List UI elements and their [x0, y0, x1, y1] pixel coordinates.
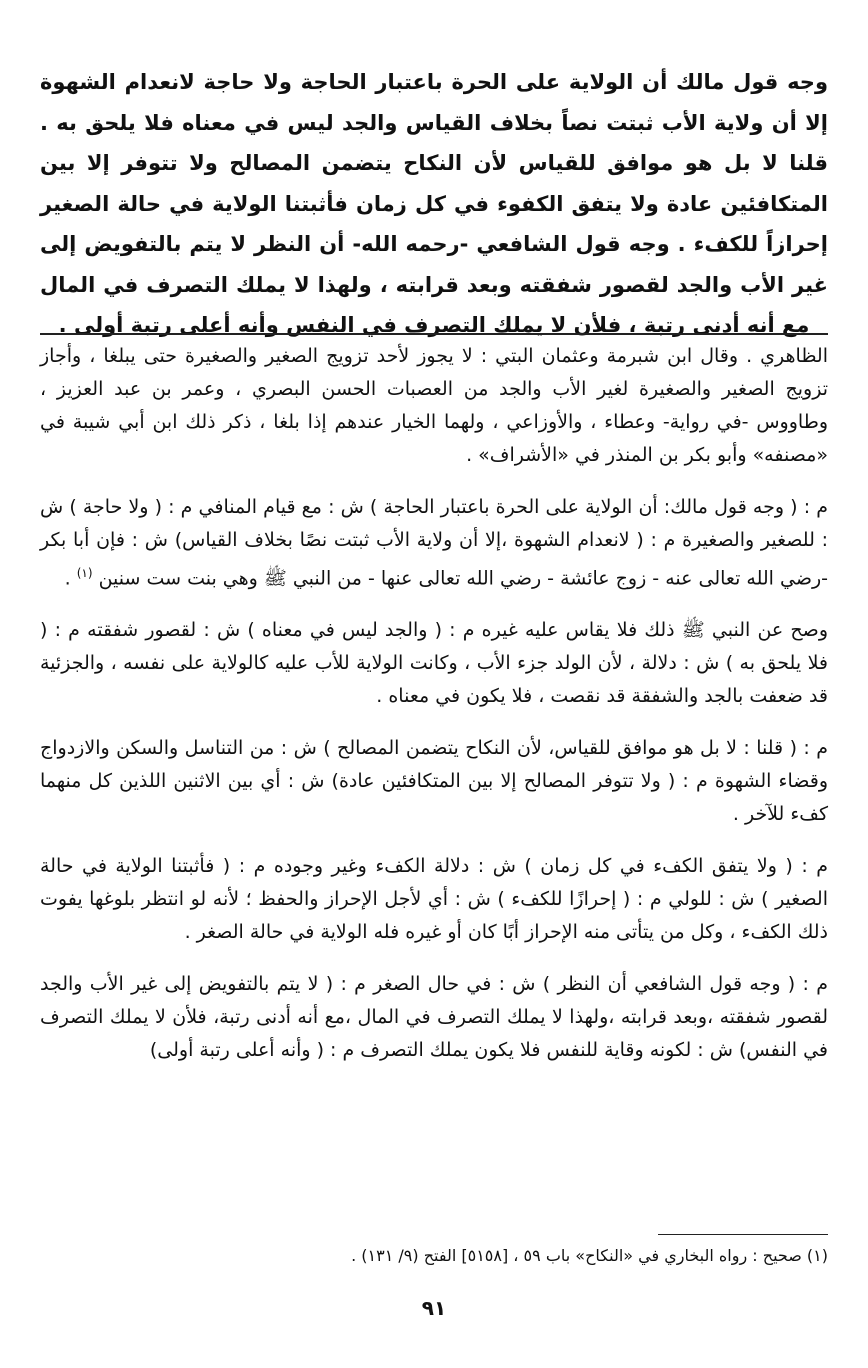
footnote: (١) صحيح : رواه البخاري في «النكاح» باب ٥٩ ، [٥١٥٨] الفتح (٩/ ١٣١) .	[351, 1246, 828, 1265]
commentary-paragraph-2: م : ( وجه قول مالك: أن الولاية على الحرة باعتبار الحاجة ) ش : مع قيام المنافي م : ( ولا حاجة ) ش : للصغير والصغيرة م : ( لانعدام الشهوة ،إلا أن ولاية الأب ثبتت نصًا بخلاف القياس) ش : فإن أبا بكر -رضي الله تعالى عنه - زوج عائشة - رضي الله تعالى عنها - من النبي ﷺ وهي بنت ست سنين $^{(١)}$ .	[40, 496, 828, 590]
commentary-paragraph-6: م : ( وجه قول الشافعي أن النظر ) ش : في حال الصغر م : ( لا يتم بالتفويض إلى غير الأب والجد لقصور شفقته ،وبعد قرابته ،ولهذا لا يملك التصرف في المال ،مع أنه أدنى رتبة، فلأن لا يملك التصرف في النفس) ش : لكونه وقاية للنفس فلا يكون يملك التصرف م : ( وأنه أعلى رتبة أولى)	[40, 973, 828, 1062]
commentary-paragraph-3: وصح عن النبي ﷺ ذلك فلا يقاس عليه غيره م : ( والجد ليس في معناه ) ش : لقصور شفقته م : ( فلا يلحق به ) ش : دلالة ، لأن الولد جزء الأب ، وكانت الولاية للأب عليه كالولاية على نفسه ، والجزئية قد ضعفت بالجد والشفقة قد نقصت ، فلا يكون في معناه .	[40, 619, 828, 708]
commentary-paragraph-4: م : ( قلنا : لا بل هو موافق للقياس، لأن النكاح يتضمن المصالح ) ش : من التناسل والسكن والازدواج وقضاء الشهوة م : ( ولا تتوفر المصالح إلا بين المتكافئين عادة) ش : أي بين الاثنين اللذين كل منهما كفء للآخر .	[40, 737, 828, 826]
commentary-paragraph-5: م : ( ولا يتفق الكفء في كل زمان ) ش : دلالة الكفء وغير وجوده م : ( فأثبتنا الولاية في حالة الصغير ) ش : للولي م : ( إحرازًا للكفء ) ش : أي لأجل الإحراز والحفظ ؛ لأنه لو انتظر بلوغها يفوت ذلك الكفء ، وكل من يتأتى منه الإحراز أبًا كان أو غيره فله الولاية في حالة الصغر .	[40, 855, 828, 944]
main-divider	[40, 333, 828, 335]
matn-text: وجه قول مالك أن الولاية على الحرة باعتبار الحاجة ولا حاجة لانعدام الشهوة إلا أن ولاية الأب ثبتت نصاً بخلاف القياس والجد ليس في معناه فلا يلحق به . قلنا لا بل هو موافق للقياس لأن النكاح يتضمن المصالح ولا تتوفر إلا بين المتكافئين عادة ولا يتفق الكفوء في كل زمان فأثبتنا الولاية في حالة الصغير إحرازاً للكفء . وجه قول الشافعي -رحمه الله- أن النظر لا يتم بالتفويض إلى غير الأب والجد لقصور شفقته وبعد قرابته ، ولهذا لا يملك التصرف في المال مع أنه أدنى رتبة ، فلأن لا يملك التصرف في النفس وأنه أعلى رتبة أولى .	[40, 70, 828, 337]
commentary-paragraph-2-text: م : ( وجه قول مالك: أن الولاية على الحرة باعتبار الحاجة ) ش : مع قيام المنافي م : ( ولا حاجة ) ش : للصغير والصغيرة م : ( لانعدام الشهوة ،إلا أن ولاية الأب ثبتت نصًا بخلاف القياس) ش : فإن أبا بكر -رضي الله تعالى عنه - زوج عائشة - رضي الله تعالى عنها - من النبي ﷺ وهي بنت ست سنين	[40, 496, 828, 590]
footnote-divider	[658, 1234, 828, 1235]
page-number: ٩١	[421, 1296, 447, 1320]
commentary-block	[40, 340, 828, 1086]
matn-block	[40, 62, 828, 346]
commentary-paragraph-1: الظاهري . وقال ابن شبرمة وعثمان البتي : لا يجوز لأحد تزويج الصغير والصغيرة حتى يبلغا ، وأجاز تزويج الصغير والصغيرة لغير الأب والجد من العصبات الحسن البصري ، وعمر بن عبد العزيز ، وطاووس -في رواية- وعطاء ، والأوزاعي ، ولهما الخيار عندهم إذا بلغا ، ذكر ذلك ابن أبي شيبة في «مصنفه» وأبو بكر بن المنذر في «الأشراف» .	[40, 345, 828, 466]
footnote-reference: (١)	[76, 566, 93, 580]
